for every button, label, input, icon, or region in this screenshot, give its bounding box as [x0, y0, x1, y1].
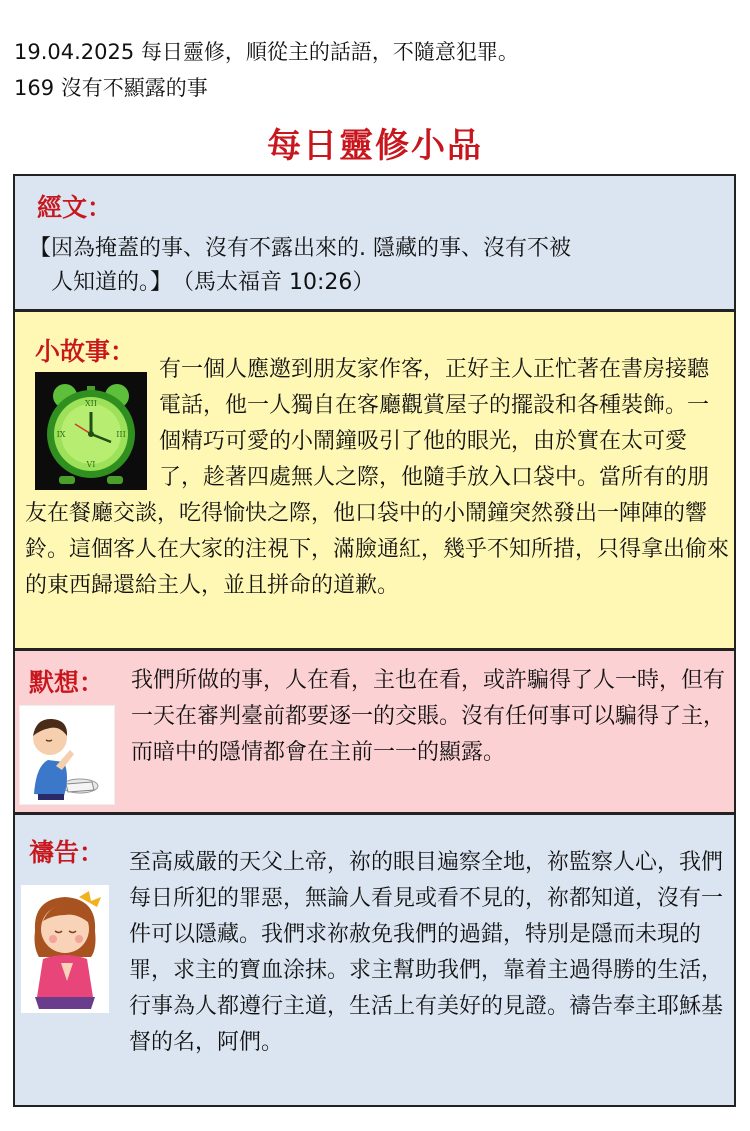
meditation-label: 默想：	[29, 668, 105, 697]
scripture-label: 經文：	[37, 193, 113, 222]
story-section	[13, 310, 736, 650]
meditation-section	[13, 649, 736, 814]
svg-text:III: III	[116, 430, 126, 439]
page-header	[14, 34, 519, 106]
scripture-line-1: 【因為掩蓋的事、沒有不露出來的. 隱藏的事、沒有不被	[29, 236, 571, 261]
meditation-text: 我們所做的事，人在看，主也在看，或許騙得了人一時，但有一天在審判臺前都要逐一的交賬。沒有任何事可以騙得了主，而暗中的隱情都會在主前一一的顯露。	[131, 668, 726, 765]
scripture-section	[13, 174, 736, 311]
praying-girl-icon	[21, 885, 109, 1013]
green-alarm-clock-icon	[35, 372, 147, 490]
header-topic-line: 169 沒有不顯露的事	[14, 76, 208, 100]
svg-text:VI: VI	[86, 460, 96, 469]
story-text: 有一個人應邀到朋友家作客，正好主人正忙著在書房接聽電話，他一人獨自在客廳觀賞屋子的擺設和各種裝飾。一個精巧可愛的小鬧鐘吸引了他的眼光，由於實在太可愛了，趁著四處無人之際，他隨手放入口袋中。當所有的朋友在餐廳交談，吃得愉快之際，他口袋中的小鬧鐘突然發出一陣陣的響鈴。這個客人在大家的注視下，滿臉通紅，幾乎不知所措，只得拿出偷來的東西歸還給主人，並且拼命的道歉。	[25, 357, 730, 598]
page-title: 每日靈修小品	[267, 126, 483, 166]
meditation-text-block	[19, 663, 731, 805]
svg-text:XII: XII	[84, 399, 98, 408]
svg-text:IX: IX	[56, 430, 66, 439]
prayer-section	[13, 813, 736, 1107]
story-label: 小故事：	[35, 337, 136, 366]
header-date-line: 19.04.2025 每日靈修，順從主的話語，不隨意犯罪。	[14, 40, 519, 64]
scripture-line-2: 人知道的。】 （馬太福音 10:26）	[51, 270, 375, 295]
scripture-text	[29, 232, 729, 300]
prayer-text: 至高威嚴的天父上帝，祢的眼目遍察全地，祢監察人心，我們每日所犯的罪惡，無論人看見或看不見的，祢都知道，沒有一件可以隱藏。我們求祢赦免我們的過錯，特別是隱而未現的罪，求主的寶血涂抹。求主幫助我們，靠着主過得勝的生活，行事為人都遵行主道，生活上有美好的見證。禱告奉主耶穌基督的名，阿們。	[129, 850, 724, 1055]
prayer-label: 禱告：	[29, 838, 105, 867]
story-text-block	[25, 352, 730, 604]
prayer-text-block	[21, 845, 733, 1061]
praying-boy-icon	[19, 705, 115, 805]
